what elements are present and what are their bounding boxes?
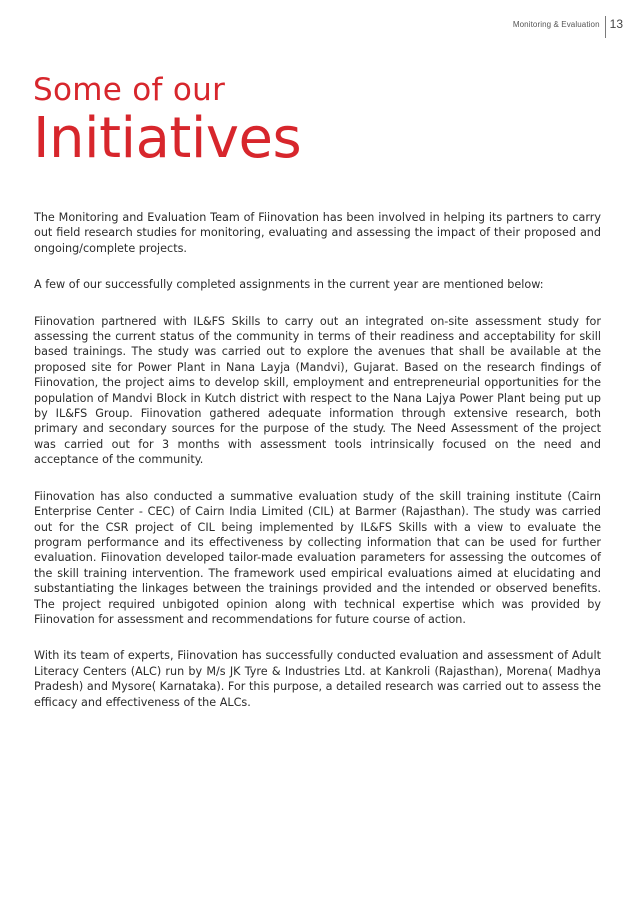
running-header (513, 13, 623, 35)
paragraph-lead-in: A few of our successfully completed assignments in the current year are mentioned below: (34, 278, 544, 292)
paragraph-alc-evaluation: With its team of experts, Fiinovation has successfully conducted evaluation and assessment of Adult Literacy Centers (ALC) run by M/s JK Tyre & Industries Ltd. at Kankroli (Rajasthan), Morena( Madhya Pradesh) and Mysore( Karnataka). For this purpose, a detailed research was carried out to assess the efficacy and effectiveness of the ALCs. (34, 649, 601, 709)
title-line-1: Some of our (33, 72, 226, 108)
title-line-2: Initiatives (33, 106, 302, 171)
paragraph-intro: The Monitoring and Evaluation Team of Fiinovation has been involved in helping its partners to carry out field research studies for monitoring, evaluating and assessing the impact of their proposed and ongoing/complete projects. (34, 211, 601, 255)
body-content (34, 210, 601, 710)
paragraph-cairn-evaluation: Fiinovation has also conducted a summative evaluation study of the skill training institute (Cairn Enterprise Center - CEC) of Cairn India Limited (CIL) at Barmer (Rajasthan). The study was carried out for the CSR project of CIL being implemented by IL&FS Skills with a view to evaluate the program performance and its effectiveness by collecting information that can be used for further evaluation. Fiinovation developed tailor-made evaluation parameters for assessing the outcomes of the skill training intervention. The framework used empirical evaluations aimed at elucidating and substantiating the linkages between the trainings provided and the intended or observed benefits. The project required unbigoted opinion along with technical expertise which was provided by Fiinovation for assessment and recommendations for future course of action. (34, 489, 601, 626)
header-section-title: Monitoring & Evaluation (512, 19, 600, 29)
paragraph-ilfs-assessment: Fiinovation partnered with IL&FS Skills to carry out an integrated on-site assessment study for assessing the current status of the community in terms of their readiness and acceptability for skill based trainings. The study was carried out to explore the avenues that shall be available at the proposed site for Power Plant in Nana Layja (Mandvi), Gujarat. Based on the research findings of Fiinovation, the project aims to develop skill, employment and entrepreneurial opportunities for the population of Mandvi Block in Kutch district with respect to the Nana Lajya Power Plant being put up by IL&FS Group. Fiinovation gathered adequate information through extensive research, both primary and secondary sources for the purpose of the study. The Need Assessment of the project was carried out for 3 months with assessment tools intrinsically focused on the need and acceptance of the community. (34, 314, 601, 467)
page-title (33, 72, 301, 170)
page-number: 13 (609, 17, 623, 31)
header-divider (605, 16, 606, 38)
